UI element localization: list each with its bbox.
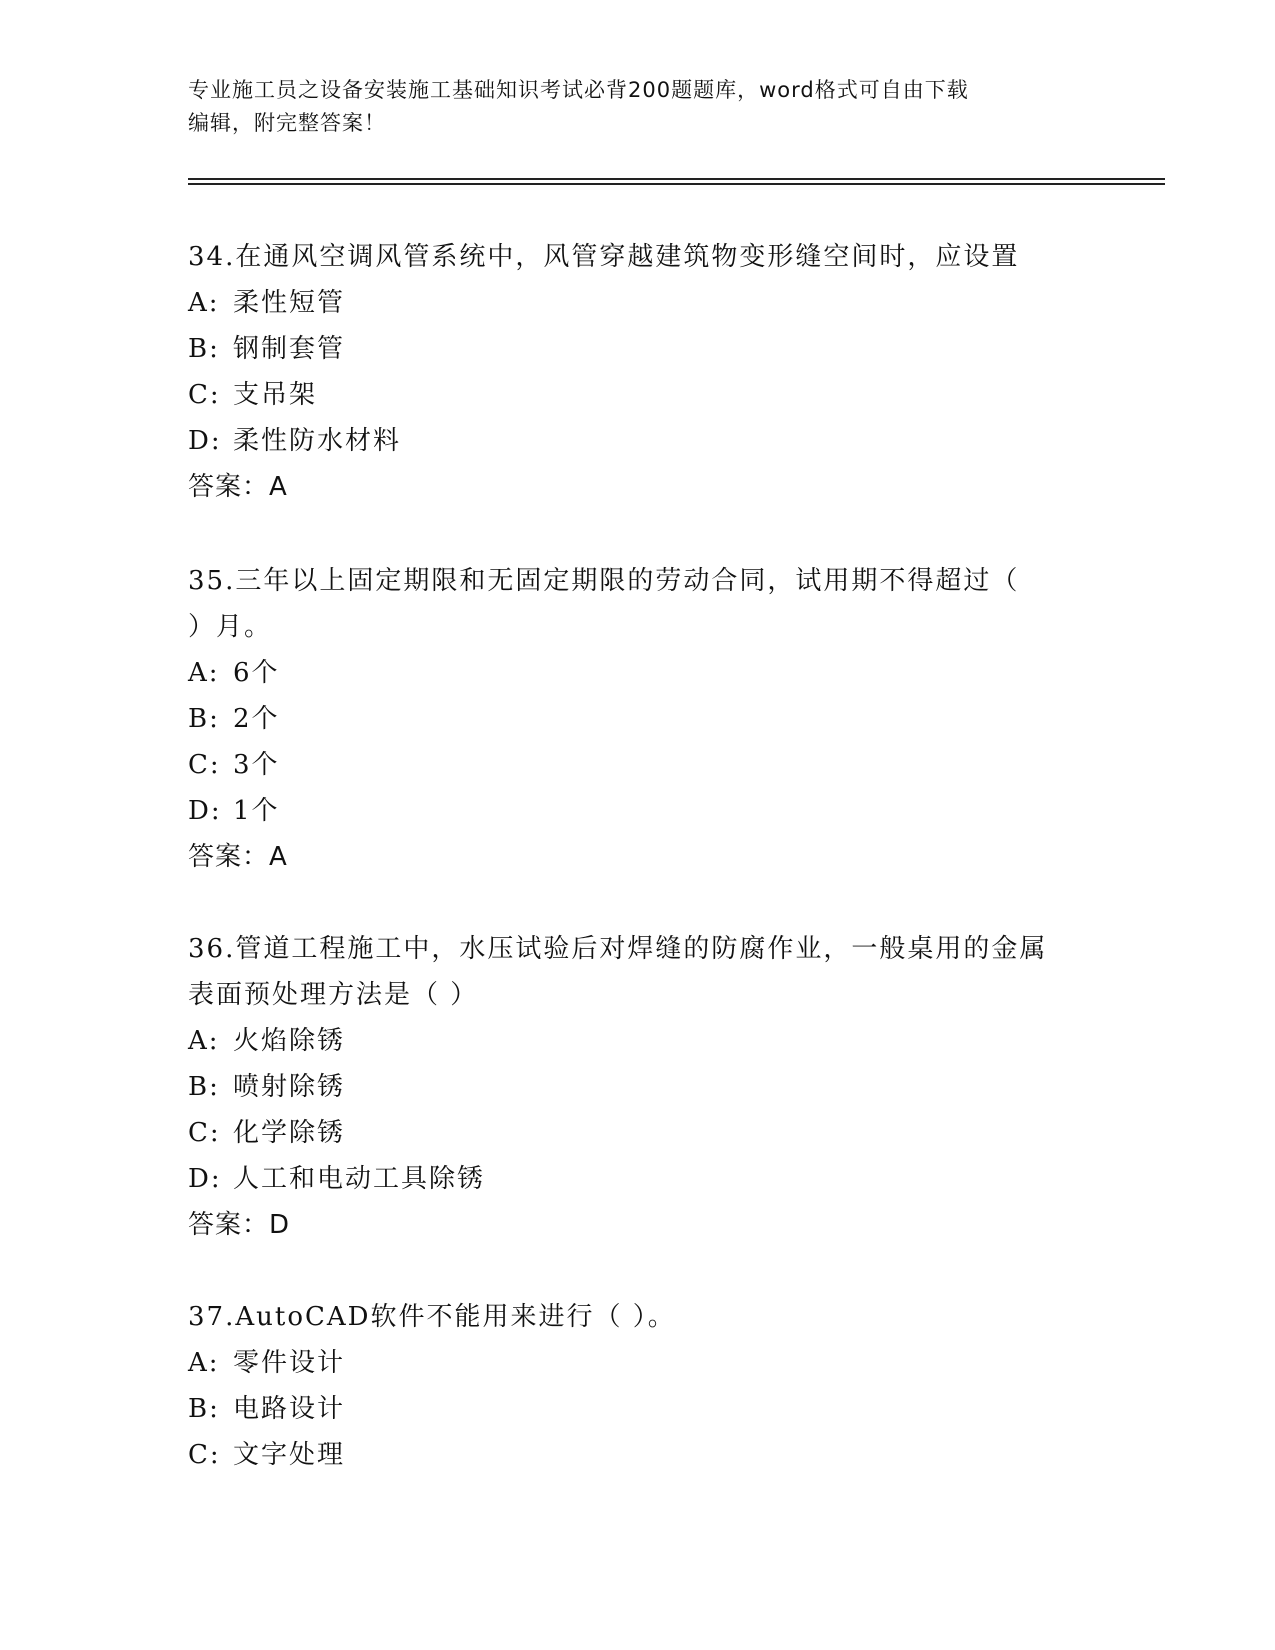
option-b: [188, 696, 1088, 742]
question-stem-line-1: AutoCAD软件不能用来进行（ ）。: [235, 1302, 676, 1332]
question-36: [188, 926, 1088, 1248]
header-divider-top: [188, 178, 1165, 180]
answer-line: 答案：D: [188, 1210, 291, 1240]
option-b: [188, 1064, 1088, 1110]
question-34: [188, 234, 1088, 510]
option-key: D:: [188, 796, 222, 826]
option-a: [188, 280, 1088, 326]
option-text: 人工和电动工具除锈: [233, 1164, 486, 1194]
question-stem: [188, 926, 1088, 972]
option-a: [188, 650, 1088, 696]
option-key: D:: [188, 426, 222, 456]
option-key: A:: [188, 658, 220, 688]
option-a: [188, 1018, 1088, 1064]
header-divider-bottom: [188, 183, 1165, 185]
option-b: [188, 326, 1088, 372]
option-a: [188, 1340, 1088, 1386]
option-text: 柔性短管: [233, 288, 346, 318]
option-text: 2个: [233, 704, 280, 734]
option-c: [188, 1110, 1088, 1156]
option-key: C:: [188, 1440, 221, 1470]
option-key: A:: [188, 1348, 220, 1378]
option-key: A:: [188, 288, 220, 318]
question-number: 37.: [188, 1302, 236, 1332]
question-stem-line-2: ）月。: [188, 612, 273, 642]
question-37: [188, 1294, 1088, 1478]
option-text: 火焰除锈: [233, 1026, 346, 1056]
option-key: B:: [188, 704, 220, 734]
option-d: [188, 1156, 1088, 1202]
answer-line: 答案：A: [188, 472, 288, 502]
option-c: [188, 1432, 1088, 1478]
question-number: 35.: [188, 566, 236, 596]
option-text: 文字处理: [233, 1440, 346, 1470]
option-text: 电路设计: [233, 1394, 346, 1424]
option-text: 零件设计: [233, 1348, 346, 1378]
question-stem-line-1: 在通风空调风管系统中，风管穿越建筑物变形缝空间时，应设置: [235, 242, 1020, 272]
option-text: 化学除锈: [233, 1118, 346, 1148]
option-key: D:: [188, 1164, 222, 1194]
option-d: [188, 418, 1088, 464]
question-stem-line-1: 管道工程施工中，水压试验后对焊缝的防腐作业，一般桌用的金属: [235, 934, 1048, 964]
option-key: C:: [188, 380, 221, 410]
option-text: 钢制套管: [233, 334, 346, 364]
option-b: [188, 1386, 1088, 1432]
header-title-line-1: 专业施工员之设备安装施工基础知识考试必背200题题库，word格式可自由下载: [188, 78, 969, 102]
option-key: B:: [188, 334, 220, 364]
question-stem-line-1: 三年以上固定期限和无固定期限的劳动合同，试用期不得超过（: [235, 566, 1020, 596]
question-stem: [188, 558, 1088, 604]
option-key: C:: [188, 750, 221, 780]
question-stem: [188, 1294, 1088, 1340]
option-key: B:: [188, 1394, 220, 1424]
option-text: 6个: [233, 658, 280, 688]
question-number: 34.: [188, 242, 236, 272]
option-text: 3个: [233, 750, 280, 780]
answer-line: 答案：A: [188, 842, 288, 872]
option-c: [188, 742, 1088, 788]
option-text: 柔性防水材料: [233, 426, 402, 456]
option-text: 1个: [233, 796, 280, 826]
question-number: 36.: [188, 934, 236, 964]
question-stem-line-2: 表面预处理方法是（ ）: [188, 980, 479, 1010]
question-35: [188, 558, 1088, 880]
header-title-line-2: 编辑，附完整答案！: [188, 111, 386, 135]
option-c: [188, 372, 1088, 418]
option-key: B:: [188, 1072, 220, 1102]
option-key: A:: [188, 1026, 220, 1056]
question-stem: [188, 234, 1088, 280]
option-text: 支吊架: [233, 380, 318, 410]
option-text: 喷射除锈: [233, 1072, 346, 1102]
option-key: C:: [188, 1118, 221, 1148]
option-d: [188, 788, 1088, 834]
document-header: [188, 74, 1088, 140]
